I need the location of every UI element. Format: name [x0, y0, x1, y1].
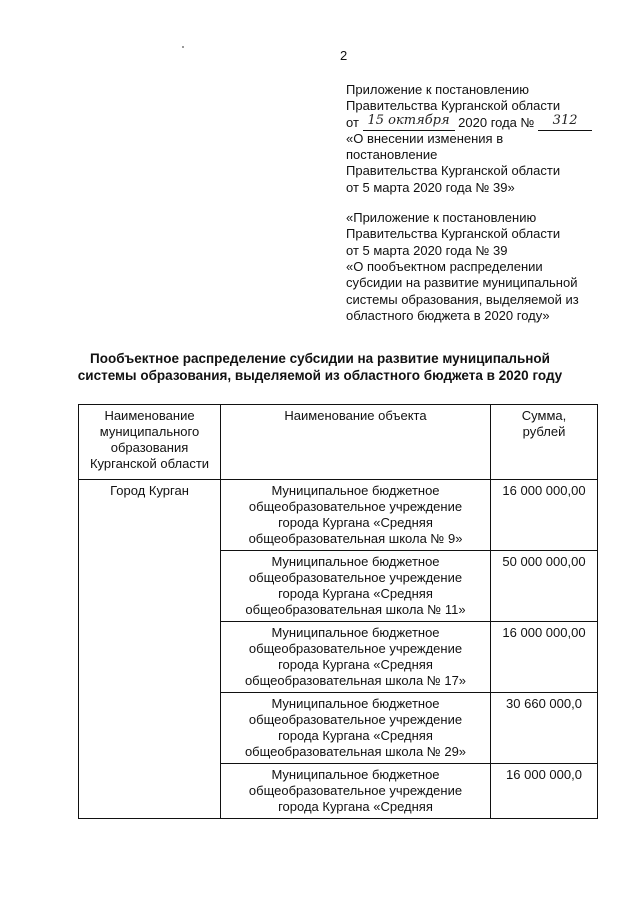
- amount-cell: [491, 551, 598, 622]
- object-line: общеобразовательное учреждение: [248, 641, 463, 656]
- object-line: общеобразовательная школа № 11»: [245, 602, 466, 617]
- document-title: [40, 350, 600, 384]
- quoted-appendix-line: областного бюджета в 2020 году»: [346, 307, 550, 323]
- amount-cell: [491, 764, 598, 819]
- amount-cell: [491, 693, 598, 764]
- appendix-year: 2020 года №: [458, 114, 535, 130]
- object-line: Муниципальное бюджетное: [271, 554, 440, 569]
- municipality-cell: [79, 480, 221, 819]
- appendix-line: Правительства Курганской области: [346, 98, 561, 114]
- date-handwritten-field: [363, 112, 455, 131]
- object-line: общеобразовательная школа № 17»: [244, 673, 467, 688]
- scan-speck: [182, 46, 184, 48]
- object-line: города Кургана «Средняя: [278, 799, 433, 814]
- appendix-line: Приложение к постановлению: [346, 82, 529, 97]
- object-line: города Кургана «Средняя: [278, 586, 433, 601]
- quoted-appendix-line: от 5 марта 2020 года № 39: [346, 242, 508, 258]
- amount-value: 16 000 000,00: [502, 625, 586, 640]
- object-line: города Кургана «Средняя: [278, 728, 433, 743]
- appendix-line: Правительства Курганской области: [346, 163, 561, 179]
- number-handwritten-field: [538, 112, 592, 131]
- quoted-appendix-line: субсидии на развитие муниципальной: [346, 275, 578, 291]
- object-line: Муниципальное бюджетное: [271, 767, 440, 782]
- amount-value: 30 660 000,0: [506, 696, 582, 711]
- title-line: системы образования, выделяемой из областного бюджета в 2020 году: [77, 368, 563, 383]
- object-line: Муниципальное бюджетное: [271, 483, 440, 498]
- quoted-appendix-line: «О пообъектном распределении: [346, 258, 543, 274]
- object-line: общеобразовательное учреждение: [248, 570, 463, 585]
- object-line: города Кургана «Средняя: [278, 657, 433, 672]
- header-text: рублей: [522, 424, 566, 439]
- header-municipality: [79, 405, 221, 480]
- object-cell: [221, 693, 491, 764]
- page-number: 2: [340, 48, 348, 63]
- header-text: Сумма,: [521, 408, 567, 423]
- table-header-row: [79, 405, 598, 480]
- object-cell: [221, 551, 491, 622]
- distribution-table: [78, 404, 598, 819]
- object-line: города Кургана «Средняя: [278, 515, 433, 530]
- amount-cell: [491, 622, 598, 693]
- object-cell: [221, 764, 491, 819]
- header-text: муниципального: [99, 424, 200, 439]
- object-line: общеобразовательное учреждение: [248, 499, 463, 514]
- object-line: Муниципальное бюджетное: [271, 625, 440, 640]
- number-handwritten: 312: [552, 112, 578, 128]
- amount-value: 16 000 000,00: [502, 483, 586, 498]
- header-amount: [491, 405, 598, 480]
- object-line: Муниципальное бюджетное: [271, 696, 440, 711]
- object-cell: [221, 480, 491, 551]
- appendix-line: от 5 марта 2020 года № 39»: [346, 179, 515, 195]
- table-row: [79, 480, 598, 551]
- object-cell: [221, 622, 491, 693]
- appendix-line: постановление: [346, 147, 438, 163]
- amount-value: 50 000 000,00: [502, 554, 586, 569]
- header-text: Наименование объекта: [284, 408, 427, 423]
- date-handwritten: 15 октября: [367, 112, 450, 128]
- municipality-name: Город Курган: [110, 483, 189, 498]
- header-object: [221, 405, 491, 480]
- object-line: общеобразовательная школа № 9»: [248, 531, 463, 546]
- quoted-appendix-line: системы образования, выделяемой из: [346, 291, 579, 307]
- quoted-appendix-line: Правительства Курганской области: [346, 226, 561, 242]
- amount-value: 16 000 000,0: [506, 767, 582, 782]
- header-text: образования: [110, 440, 189, 455]
- header-text: Наименование: [104, 408, 195, 423]
- appendix-line: «О внесении изменения в: [346, 130, 504, 146]
- object-line: общеобразовательная школа № 29»: [244, 744, 467, 759]
- amount-cell: [491, 480, 598, 551]
- title-line: Пообъектное распределение субсидии на развитие муниципальной: [90, 351, 550, 366]
- object-line: общеобразовательное учреждение: [248, 783, 463, 798]
- appendix-block: [346, 82, 626, 324]
- header-text: Курганской области: [89, 456, 210, 471]
- appendix-date-line: [346, 112, 626, 131]
- quoted-appendix-line: «Приложение к постановлению: [346, 210, 537, 226]
- appendix-ot: от: [346, 114, 359, 130]
- object-line: общеобразовательное учреждение: [248, 712, 463, 727]
